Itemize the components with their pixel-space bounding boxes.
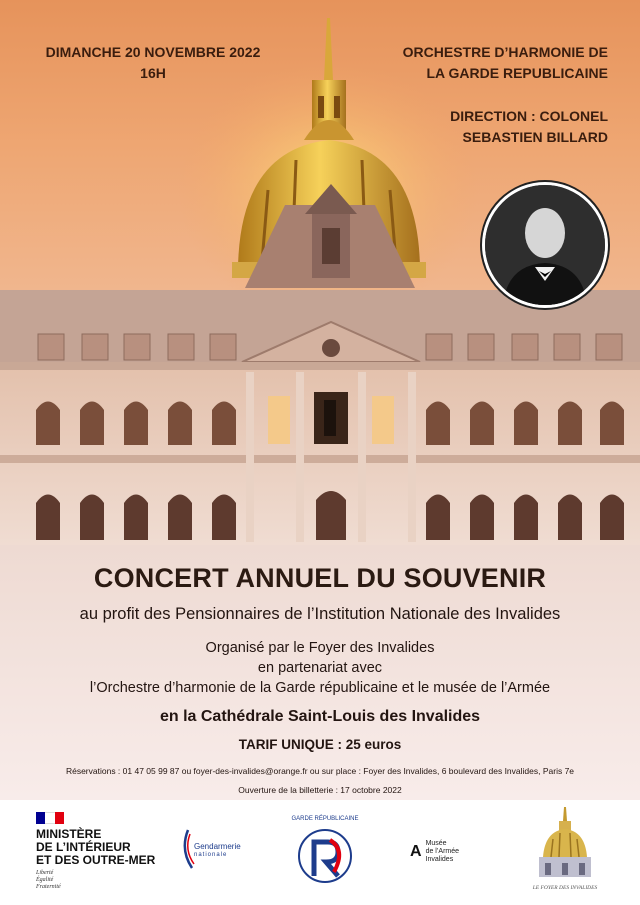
reservations: Réservations : 01 47 05 99 87 ou foyer-des-invalides@orange.fr ou sur place : Foyer des Invalides, 6 boulevard des Invalides, Paris 7e <box>65 766 575 776</box>
event-time: 16H <box>140 65 166 81</box>
orchestra-block <box>358 42 608 148</box>
ministry-name-1: MINISTÈRE <box>36 827 102 841</box>
concert-title: CONCERT ANNUEL DU SOUVENIR <box>93 563 547 593</box>
garde-name: GARDE RÉPUBLICAINE <box>291 816 359 822</box>
price: TARIF UNIQUE : 25 euros <box>238 737 402 752</box>
motto-liberte: Liberté <box>36 870 54 876</box>
musee-name-1: Musée <box>425 840 447 847</box>
concert-subtitle: au profit des Pensionnaires de l’Institution Nationale des Invalides <box>79 605 561 623</box>
french-flag-icon <box>36 812 64 824</box>
organizer-line-3: l’Orchestre d’harmonie de la Garde républicaine et le musée de l’Armée <box>89 680 551 696</box>
event-date: DIMANCHE 20 NOVEMBRE 2022 <box>45 44 261 60</box>
motto-fraternite: Fraternité <box>36 884 61 890</box>
partner-logos <box>0 800 640 905</box>
musee-name-2: de l’Armée <box>425 848 460 855</box>
orchestra-line-1: ORCHESTRE D’HARMONIE DE <box>402 44 608 60</box>
event-date-block <box>28 42 278 84</box>
direction-line-1: DIRECTION : COLONEL <box>450 108 608 124</box>
organizer-block <box>0 638 640 698</box>
organizer-line-2: en partenariat avec <box>257 660 383 676</box>
foyer-invalides-logo <box>520 805 610 900</box>
gendarmerie-nationale: nationale <box>194 852 228 858</box>
garde-republicaine-logo <box>290 810 360 895</box>
gendarmerie-logo <box>182 824 252 879</box>
dome-spire <box>324 18 333 80</box>
musee-name-3: Invalides <box>425 856 454 863</box>
orchestra-line-2: LA GARDE REPUBLICAINE <box>426 65 608 81</box>
dome-emblem-icon <box>535 805 595 880</box>
ministry-name-2: DE L’INTÉRIEUR <box>36 840 131 854</box>
ministry-name-3: ET DES OUTRE-MER <box>36 853 156 867</box>
ministry-logo <box>36 812 176 891</box>
organizer-line-1: Organisé par le Foyer des Invalides <box>205 640 435 656</box>
direction-line-2: SEBASTIEN BILLARD <box>462 129 608 145</box>
musee-a-icon: A <box>410 843 422 860</box>
musee-armee-logo <box>410 840 480 864</box>
gendarmerie-name: Gendarmerie <box>194 842 241 851</box>
box-office-opening: Ouverture de la billetterie : 17 octobre 2022 <box>238 785 402 795</box>
foyer-name: LE FOYER DES INVALIDES <box>532 885 598 891</box>
conductor-portrait <box>482 182 608 308</box>
motto-egalite: Égalité <box>36 877 54 883</box>
venue: en la Cathédrale Saint-Louis des Invalides <box>159 708 481 725</box>
